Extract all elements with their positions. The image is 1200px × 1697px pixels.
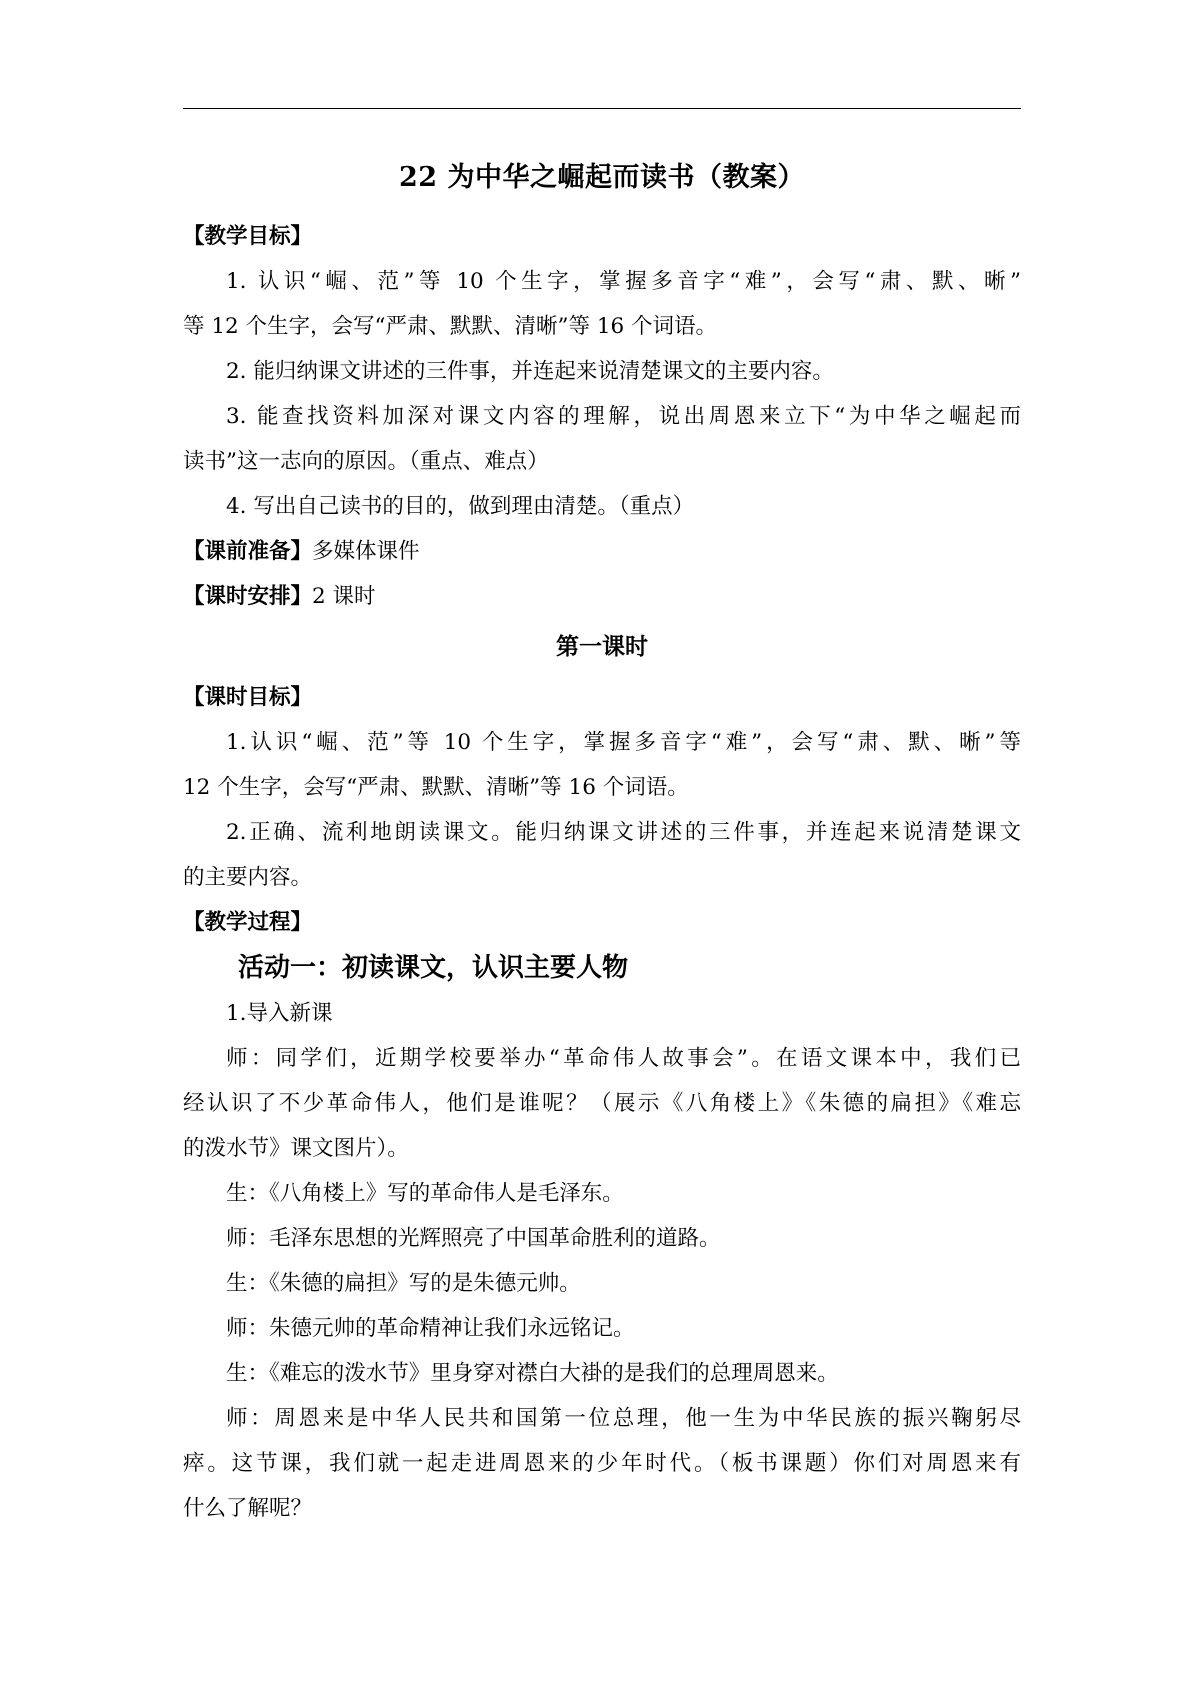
student-1: 生：《八角楼上》写的革命伟人是毛泽东。 [226, 1181, 624, 1206]
lesson-goal-2-line-1: 2.正确、流利地朗读课文。能归纳课文讲述的三件事，并连起来说清楚课文 [226, 820, 1021, 845]
lesson-goal-1-line-1: 1.认识“崛、范”等 10 个生字，掌握多音字“难”，会写“肃、默、晰”等 [226, 730, 1021, 755]
hours-heading: 【课时安排】 [183, 584, 313, 609]
prep-text: 多媒体课件 [312, 539, 420, 564]
teacher-3: 师：朱德元帅的革命精神让我们永远铭记。 [226, 1316, 635, 1341]
prep-heading: 【课前准备】 [183, 539, 313, 564]
header-rule [183, 108, 1021, 109]
process-heading: 【教学过程】 [183, 910, 313, 935]
goal-2: 2. 能归纳课文讲述的三件事，并连起来说清楚课文的主要内容。 [226, 359, 834, 384]
step-1: 1.导入新课 [226, 1001, 333, 1026]
teacher-4-line-3: 什么了解呢？ [183, 1496, 313, 1521]
teacher-4-line-1: 师：周恩来是中华人民共和国第一位总理，他一生为中华民族的振兴鞠躬尽 [226, 1406, 1021, 1431]
document-body [183, 214, 1021, 1531]
lesson-goal-2-line-2: 的主要内容。 [183, 865, 313, 890]
student-3: 生：《难忘的泼水节》里身穿对襟白大褂的是我们的总理周恩来。 [226, 1361, 839, 1386]
prep-row [183, 529, 1021, 574]
activity-1-heading: 活动一：初读课文，认识主要人物 [238, 953, 629, 983]
teacher-4-line-2: 瘁。这节课，我们就一起走进周恩来的少年时代。（板书课题）你们对周恩来有 [183, 1451, 1021, 1476]
goal-1-line-1: 1. 认识“崛、范”等 10 个生字，掌握多音字“难”，会写“肃、默、晰” [226, 269, 1021, 294]
hours-text: 2 课时 [312, 584, 376, 609]
goal-3-line-1: 3. 能查找资料加深对课文内容的理解，说出周恩来立下“为中华之崛起而 [226, 404, 1021, 429]
teacher-1-line-3: 的泼水节》课文图片）。 [183, 1136, 409, 1161]
lesson-1-title: 第一课时 [556, 633, 648, 660]
teacher-1-line-2: 经认识了不少革命伟人，他们是谁呢？（展示《八角楼上》《朱德的扁担》《难忘 [183, 1091, 1021, 1116]
goal-4: 4. 写出自己读书的目的，做到理由清楚。（重点） [226, 494, 695, 519]
hours-row [183, 574, 1021, 619]
lesson-goals-heading: 【课时目标】 [183, 685, 313, 710]
goal-3-line-2: 读书”这一志向的原因。（重点、难点） [183, 449, 549, 474]
teacher-2: 师：毛泽东思想的光辉照亮了中国革命胜利的道路。 [226, 1226, 721, 1251]
teacher-1-line-1: 师：同学们，近期学校要举办“革命伟人故事会”。在语文课本中，我们已 [226, 1046, 1021, 1071]
goals-heading: 【教学目标】 [183, 224, 313, 249]
goal-1-line-2: 等 12 个生字，会写“严肃、默默、清晰”等 16 个词语。 [183, 314, 718, 339]
student-2: 生：《朱德的扁担》写的是朱德元帅。 [226, 1271, 581, 1296]
page-title: 22 为中华之崛起而读书（教案） [399, 162, 805, 193]
lesson-goal-1-line-2: 12 个生字，会写“严肃、默默、清晰”等 16 个词语。 [183, 775, 689, 800]
